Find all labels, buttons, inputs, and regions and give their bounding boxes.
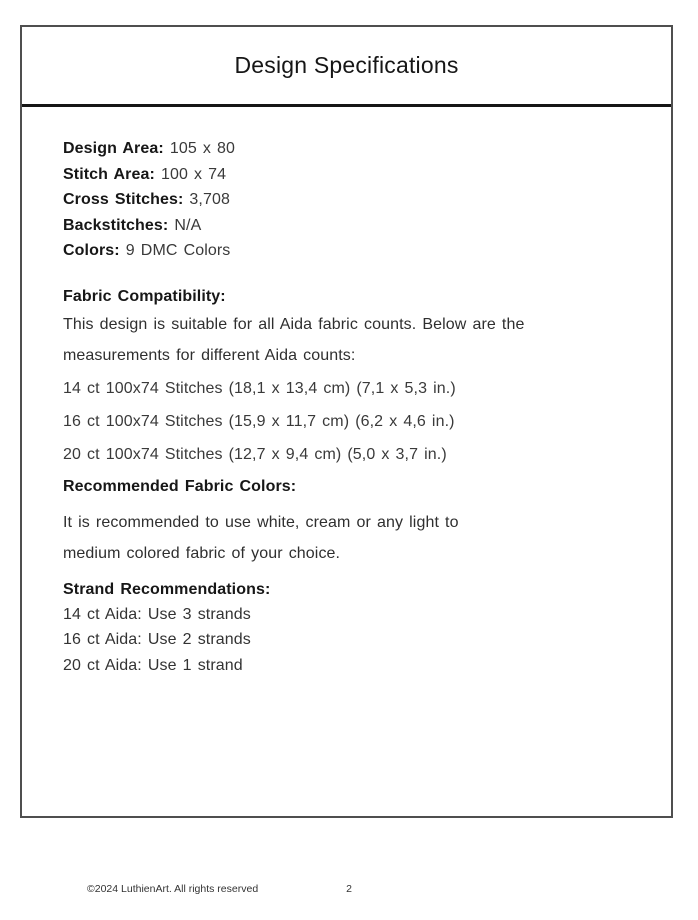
fabric-compatibility-paragraph [63,309,641,371]
spec-value: 100 x 74 [160,165,227,183]
measurement-line-14ct: 14 ct 100x74 Stitches (18,1 x 13,4 cm) (7,1 x 5,3 in.) [63,379,456,397]
spec-row-backstitches [63,213,641,239]
paragraph-line: measurements for different Aida counts: [63,346,356,364]
spec-value: N/A [174,216,202,234]
paragraph-line: medium colored fabric of your choice. [63,544,341,562]
measurement-line-20ct: 20 ct 100x74 Stitches (12,7 x 9,4 cm) (5,0 x 3,7 in.) [63,445,447,463]
page-footer [0,883,698,899]
spec-label: Cross Stitches: [63,191,184,208]
page-content [22,136,671,678]
title-bar [22,27,671,107]
recommended-fabric-colors-paragraph [63,507,641,569]
spec-row-stitch-area [63,162,641,188]
spec-row-design-area [63,136,641,162]
spec-value: 9 DMC Colors [125,242,231,259]
spec-row-cross-stitches [63,187,641,213]
spec-label: Backstitches: [63,216,169,234]
aida-measurements-list [63,372,641,471]
page-number: 2 [346,883,352,895]
page-border-frame [20,25,673,818]
spec-value: 105 x 80 [169,140,236,157]
design-spec-list [63,136,641,264]
strand-line-14ct: 14 ct Aida: Use 3 strands [63,605,251,623]
spec-row-colors [63,238,641,264]
paragraph-line: It is recommended to use white, cream or any light to [63,513,459,531]
fabric-compatibility-heading: Fabric Compatibility: [63,287,226,305]
strand-recommendations-list [63,602,641,679]
strand-recommendations-heading: Strand Recommendations: [63,580,271,598]
strand-line-20ct: 20 ct Aida: Use 1 strand [63,656,243,674]
spec-label: Design Area: [63,140,164,157]
measurement-line-16ct: 16 ct 100x74 Stitches (15,9 x 11,7 cm) (6,2 x 4,6 in.) [63,412,455,430]
recommended-fabric-colors-heading: Recommended Fabric Colors: [63,477,297,495]
spec-label: Colors: [63,242,120,259]
strand-line-16ct: 16 ct Aida: Use 2 strands [63,631,251,648]
spec-label: Stitch Area: [63,165,155,183]
spec-value: 3,708 [189,191,230,208]
page-title: Design Specifications [234,52,459,78]
copyright-text: ©2024 LuthienArt. All rights reserved [87,883,259,895]
paragraph-line: This design is suitable for all Aida fabric counts. Below are the [63,315,525,333]
